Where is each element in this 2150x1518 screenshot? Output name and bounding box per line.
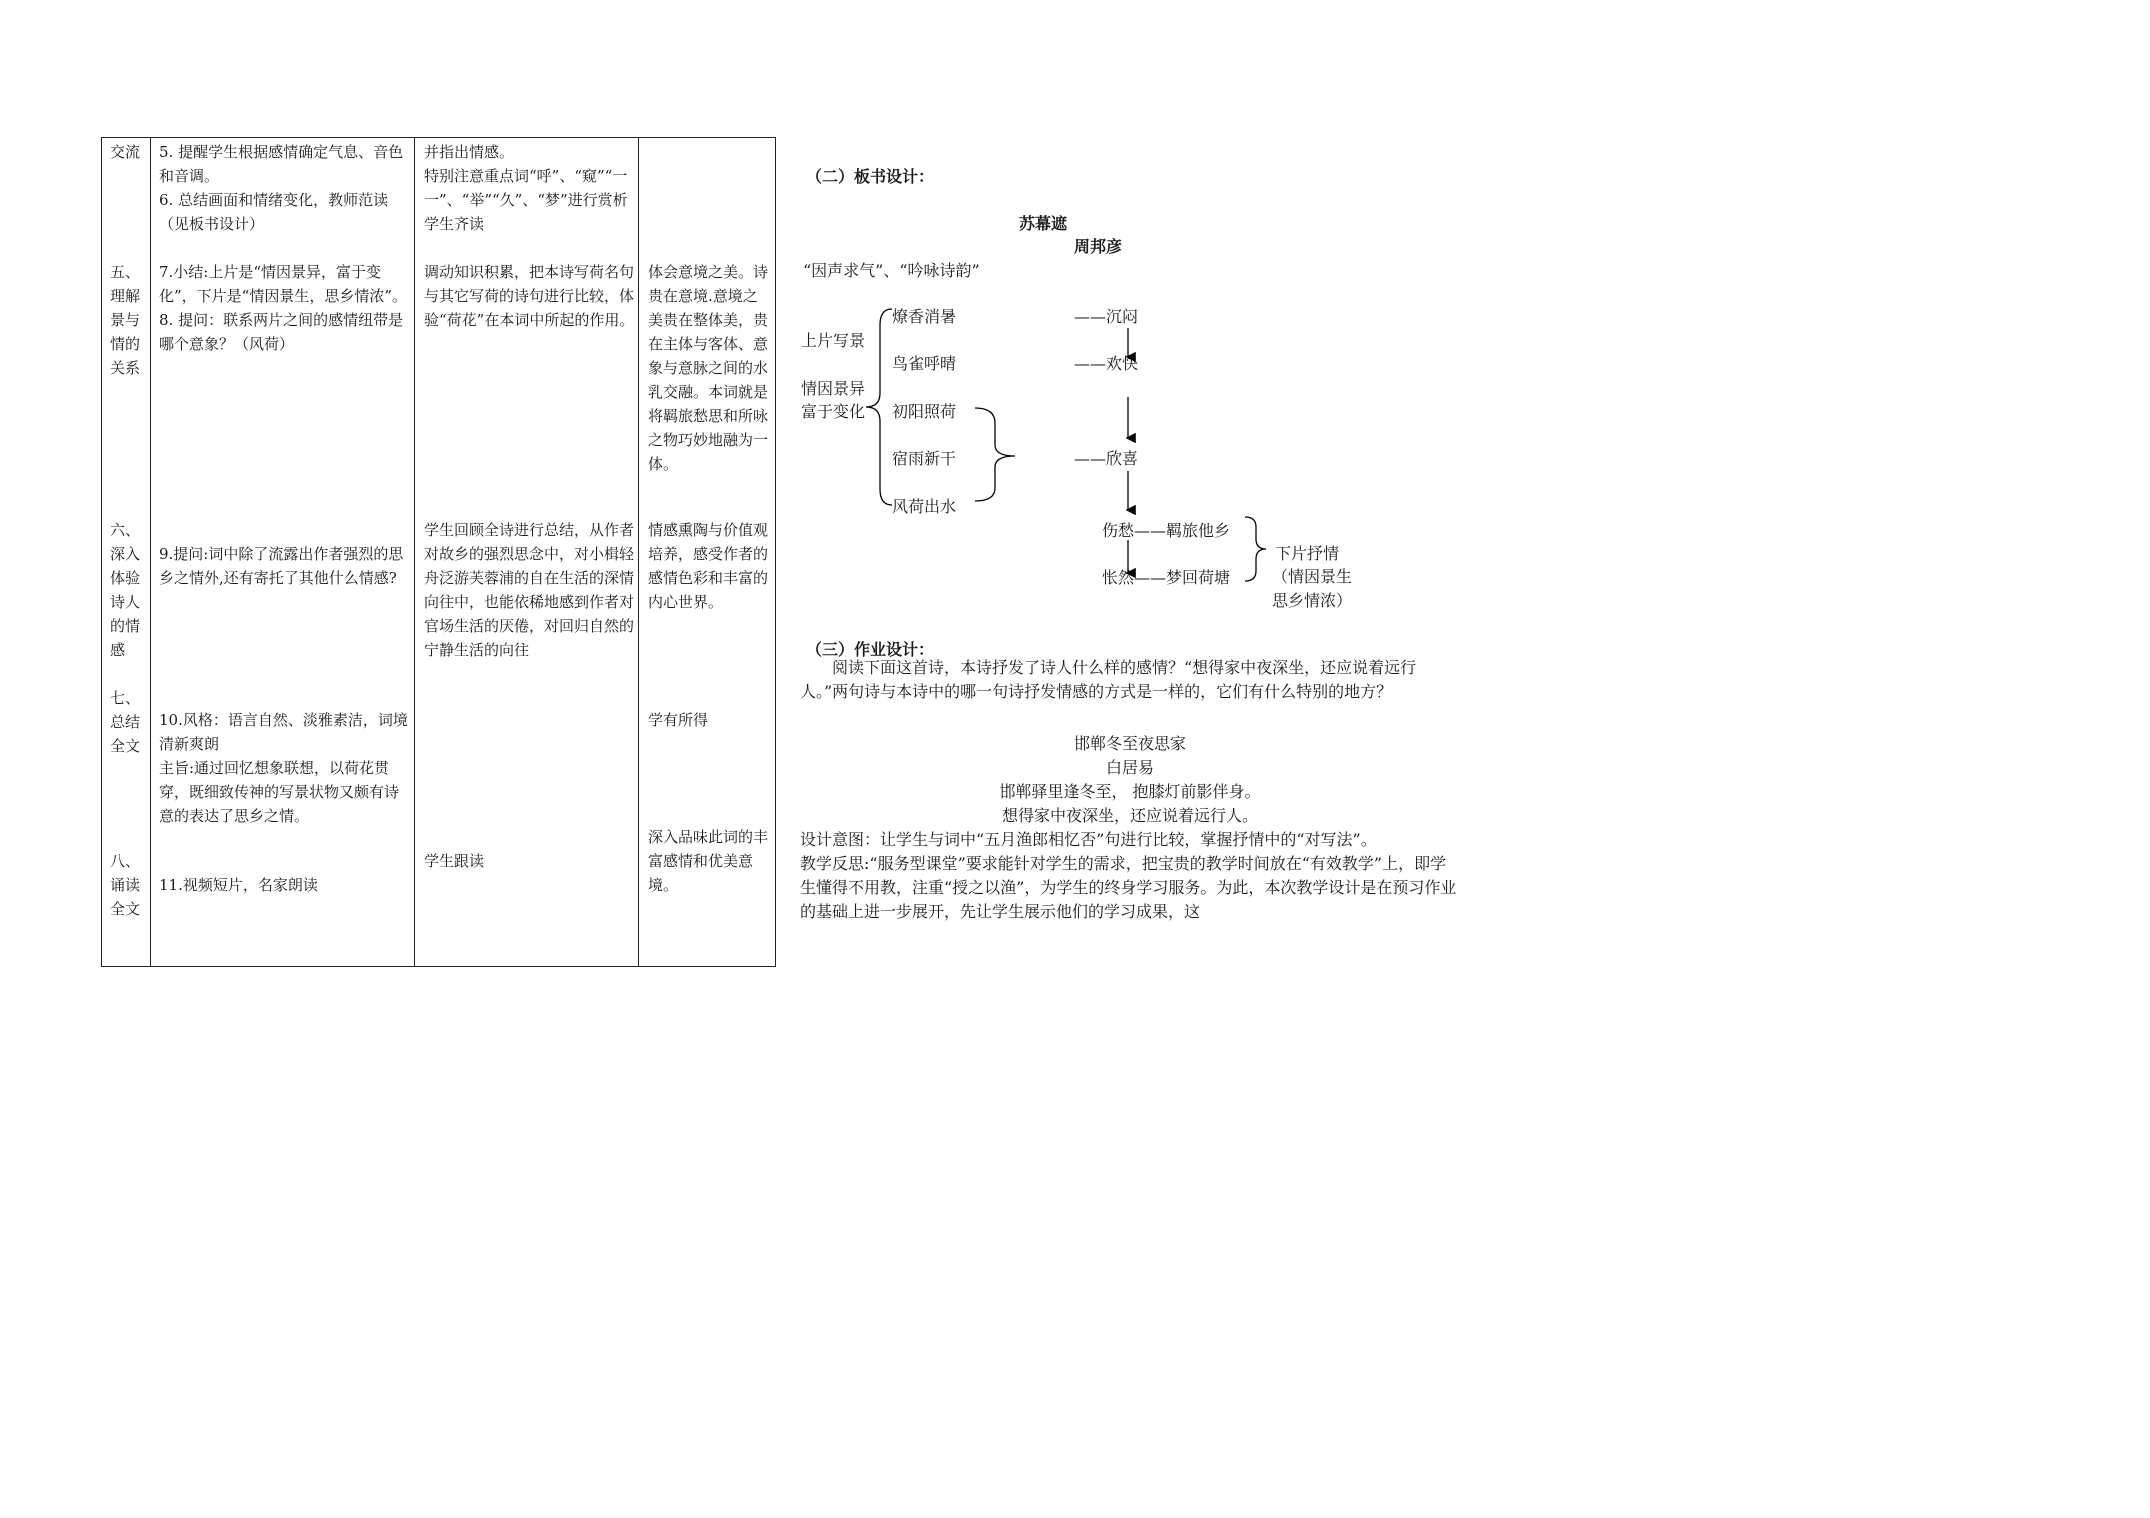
homework-heading: （三）作业设计：: [806, 640, 935, 659]
lower-line: 怅然——梦回荷塘: [1102, 568, 1231, 587]
poem-author: 周邦彦: [1074, 237, 1123, 256]
scene-item: 宿雨新干: [892, 449, 957, 468]
upper-part-label: 上片写景: [801, 331, 866, 350]
scene-item: 初阳照荷: [892, 402, 957, 421]
column-divider: [150, 138, 151, 966]
stage-cell: 六、 深入 体验 诗人 的情 感: [110, 521, 141, 659]
poem-title: 苏幕遮: [1019, 214, 1068, 233]
homework-question: 阅读下面这首诗，本诗抒发了诗人什么样的感情？“想得家中夜深坐，还应说着远行人。”两句诗与本诗中的哪一句诗抒发情感的方式是一样的，它们有什么特别的地方？: [800, 658, 1417, 701]
board-connectors: [800, 205, 1360, 625]
teacher-activity-cell: 7.小结:上片是“情因景异，富于变化”，下片是“情因景生，思乡情浓”。 8. 提问：联系两片之间的感情纽带是哪个意象？（风荷）: [159, 263, 408, 353]
scene-item: 风荷出水: [892, 497, 957, 516]
poem-author: 白居易: [1105, 758, 1154, 777]
lower-part-label: 下片抒情: [1275, 544, 1340, 563]
student-activity-cell: 并指出情感。 特别注意重点词“呼”、“窥”“一一”、“举”“久”、“梦”进行赏析 学生齐读: [424, 143, 628, 233]
student-activity-cell: 调动知识积累，把本诗写荷名句与其它写荷的诗句进行比较，体验“荷花”在本词中所起的作用。: [424, 263, 635, 329]
stage-cell: 八、 诵读 全文: [110, 852, 141, 918]
homework-section: [800, 656, 1460, 924]
lower-brace: [1245, 517, 1266, 581]
mood-item: ——欢快: [1074, 354, 1139, 373]
design-intent-text: 设计意图：让学生与词中“五月渔郎相忆否”句进行比较，掌握抒情中的“对写法”。: [800, 830, 1377, 849]
scene-item: 燎香消暑: [892, 307, 957, 326]
teacher-activity-cell: 5. 提醒学生根据感情确定气息、音色和音调。 6. 总结画面和情绪变化，教师范读（见板书设计）: [159, 143, 404, 233]
column-divider: [414, 138, 415, 966]
stage-cell: 七、 总结 全文: [110, 689, 141, 755]
board-design-heading: （二）板书设计：: [806, 167, 935, 186]
poem-line: 想得家中夜深坐，还应说着远行人。: [1001, 806, 1258, 825]
mood-item: ——欣喜: [1074, 449, 1139, 468]
stage-cell: 五、 理解 景与 情的 关系: [110, 263, 141, 377]
scene-item: 鸟雀呼晴: [892, 354, 957, 373]
mood-item: ——沉闷: [1074, 307, 1139, 326]
design-intent-cell: 体会意境之美。诗贵在意境.意境之美贵在整体美，贵在主体与客体、意象与意脉之间的水乳交融。本词就是将羁旅愁思和所咏之物巧妙地融为一体。: [648, 263, 769, 473]
lesson-table: [101, 137, 776, 967]
design-intent-cell: 深入品味此词的丰富感情和优美意境。: [648, 828, 769, 894]
teacher-activity-cell: 9.提问:词中除了流露出作者强烈的思乡之情外,还有寄托了其他什么情感?: [159, 545, 404, 587]
board-motto: “因声求气”、“吟咏诗韵”: [803, 261, 980, 280]
student-activity-cell: 学生跟读: [424, 852, 485, 870]
poem-title: 邯郸冬至夜思家: [1073, 734, 1186, 753]
board-design-diagram: [800, 205, 1360, 625]
upper-part-note: 情因景异 富于变化: [801, 379, 866, 421]
lower-part-note: （情因景生 思乡情浓）: [1272, 567, 1353, 610]
design-intent-cell: 学有所得: [648, 711, 709, 729]
lower-line: 伤愁——羁旅他乡: [1102, 521, 1231, 540]
poem-line: 邯郸驿里逢冬至， 抱膝灯前影伴身。: [999, 782, 1261, 801]
column-divider: [638, 138, 639, 966]
student-activity-cell: 学生回顾全诗进行总结，从作者对故乡的强烈思念中，对小楫轻舟泛游芙蓉浦的自在生活的深情向往中，也能依稀地感到作者对官场生活的厌倦，对回归自然的宁静生活的向往: [424, 521, 635, 659]
teaching-reflection-text: 教学反思:“服务型课堂”要求能针对学生的需求，把宝贵的教学时间放在“有效教学”上，即学生懂得不用教，注重“授之以渔”，为学生的终身学习服务。为此，本次教学设计是在预习作业的基础上进一步展开，先让学生展示他们的学习成果，这: [800, 854, 1457, 921]
teacher-activity-cell: 10.风格：语言自然、淡雅素洁，词境清新爽朗 主旨:通过回忆想象联想，以荷花贯穿，既细致传神的写景状物又颇有诗意的表达了思乡之情。: [159, 711, 408, 825]
design-intent-cell: 情感熏陶与价值观培养，感受作者的感情色彩和丰富的内心世界。: [648, 521, 769, 611]
stage-cell: 交流: [110, 143, 141, 161]
upper-brace: [866, 309, 892, 505]
teacher-activity-cell: 11.视频短片，名家朗读: [159, 876, 318, 894]
scene-brace: [975, 408, 1015, 501]
